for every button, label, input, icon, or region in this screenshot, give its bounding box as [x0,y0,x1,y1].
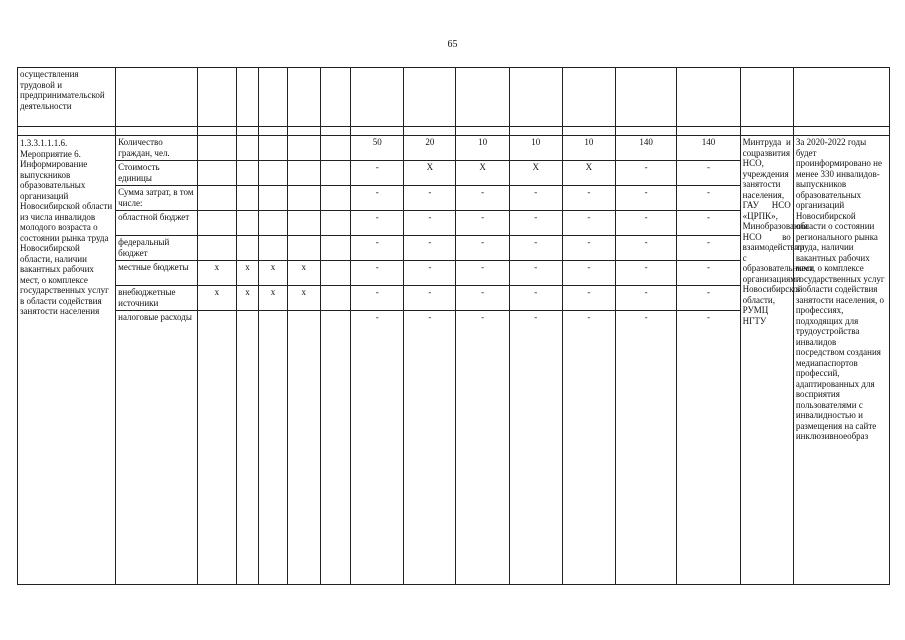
table-cell: x [259,261,288,286]
table-cell [197,211,236,236]
value-cell: - [615,286,676,311]
indicator-label: внебюджетные источники [116,286,198,311]
expected-result: За 2020-2022 годы будет проинформировано не менее 330 инвалидов-выпускников образовательных организаций Новосибирской области о состоянии регионального рынка труда, наличии вакантных рабочих мест, о комплексе государственных услуг в области содействия занятости населения, о профессиях, подходящих для трудоустройства инвалидов посредством создания медиапаспортов профессий, адаптированных для восприятия пользователями с инвалидностью и размещения на сайте инклюзивноеобраз [793,136,889,585]
indicator-label: Стоимость единицы [116,161,198,186]
value-cell: - [509,261,562,286]
value-cell: - [562,236,615,261]
value-cell: - [404,236,456,261]
value-cell: - [615,161,676,186]
value-cell: - [562,286,615,311]
value-cell: 140 [615,136,676,161]
table-cell [236,211,258,236]
indicator-label: областной бюджет [116,211,198,236]
value-cell: X [404,161,456,186]
table-cell [287,186,320,211]
table-cell [320,311,351,585]
value-cell: - [404,286,456,311]
value-cell: - [615,186,676,211]
table-cell [236,186,258,211]
table-cell [320,136,351,161]
event-title-line: Информирование выпускников образовательных организаций Новосибирской области из числа инвалидов молодого возраста о состоянии рынка труда Новосибирской области, наличии вакантных рабочих мест, о комплексе государственных услуг в области содействия занятости населения [20,159,113,316]
indicator-label: федеральный бюджет [116,236,198,261]
value-cell: - [404,261,456,286]
value-cell: - [615,261,676,286]
table-cell [320,186,351,211]
table-cell [236,161,258,186]
value-cell: 140 [677,136,740,161]
value-cell: - [677,311,740,585]
value-cell: - [677,186,740,211]
executors: Минтруда и соцразвития НСО, учреждения занятости населения, ГАУ НСО «ЦРПК», Минобразования НСО во взаимодействии с образовательными организациями Новосибирской области, РУМЦ НГТУ [740,136,793,585]
table-cell [320,236,351,261]
table-cell [197,136,236,161]
table-cell: x [259,286,288,311]
value-cell: - [677,286,740,311]
value-cell: - [509,236,562,261]
value-cell: - [562,311,615,585]
value-cell: - [351,186,404,211]
table-cell [259,211,288,236]
table-cell [259,161,288,186]
table-row [18,136,890,161]
table-cell: x [287,286,320,311]
value-cell: X [509,161,562,186]
value-cell: 50 [351,136,404,161]
event-title-line: 1.3.3.1.1.1.6. [20,138,68,148]
table-cell [259,186,288,211]
table-cell [197,186,236,211]
value-cell: - [351,261,404,286]
value-cell: - [351,236,404,261]
value-cell: - [615,311,676,585]
previous-row [18,68,890,127]
value-cell: - [456,211,509,236]
value-cell: - [456,286,509,311]
value-cell: - [562,186,615,211]
table-cell [259,311,288,585]
value-cell: X [562,161,615,186]
indicator-label: местные бюджеты [116,261,198,286]
value-cell: - [677,261,740,286]
event-title [18,136,116,585]
previous-row-description: осуществления трудовой и предпринимательской деятельности [18,68,116,127]
table-cell [287,136,320,161]
value-cell: - [404,311,456,585]
value-cell: - [677,211,740,236]
table-cell: x [236,261,258,286]
table-cell [320,261,351,286]
value-cell: - [677,161,740,186]
value-cell: - [509,286,562,311]
table-cell [320,286,351,311]
table-cell: x [197,286,236,311]
value-cell: - [351,211,404,236]
table-cell [236,136,258,161]
value-cell: - [509,311,562,585]
value-cell: - [562,211,615,236]
value-cell: - [509,211,562,236]
table-cell [236,311,258,585]
table-cell [197,311,236,585]
table-cell: x [236,286,258,311]
table-cell [259,236,288,261]
value-cell: - [615,211,676,236]
page-number: 65 [447,39,458,50]
indicator-label: Количество граждан, чел. [116,136,198,161]
indicator-label: Сумма затрат, в том числе: [116,186,198,211]
value-cell: 10 [562,136,615,161]
value-cell: - [562,261,615,286]
table-cell: x [287,261,320,286]
value-cell: - [509,186,562,211]
value-cell: - [456,261,509,286]
value-cell: - [456,311,509,585]
table-cell [236,236,258,261]
table-cell [320,161,351,186]
value-cell: 10 [509,136,562,161]
value-cell: - [456,186,509,211]
value-cell: 10 [456,136,509,161]
table-cell: x [197,261,236,286]
value-cell: - [615,236,676,261]
table-cell [287,161,320,186]
table-cell [197,236,236,261]
value-cell: - [404,211,456,236]
value-cell: - [456,236,509,261]
table-cell [320,211,351,236]
value-cell: - [351,161,404,186]
indicator-label: налоговые расходы [116,311,198,585]
value-cell: - [404,186,456,211]
value-cell: 20 [404,136,456,161]
value-cell: X [456,161,509,186]
table-cell [287,211,320,236]
table-cell [259,136,288,161]
value-cell: - [351,286,404,311]
value-cell: - [351,311,404,585]
table-cell [197,161,236,186]
program-table [17,67,890,585]
table-cell [287,311,320,585]
event-title-line: Мероприятие 6. [20,148,81,159]
table-cell [287,236,320,261]
value-cell: - [677,236,740,261]
